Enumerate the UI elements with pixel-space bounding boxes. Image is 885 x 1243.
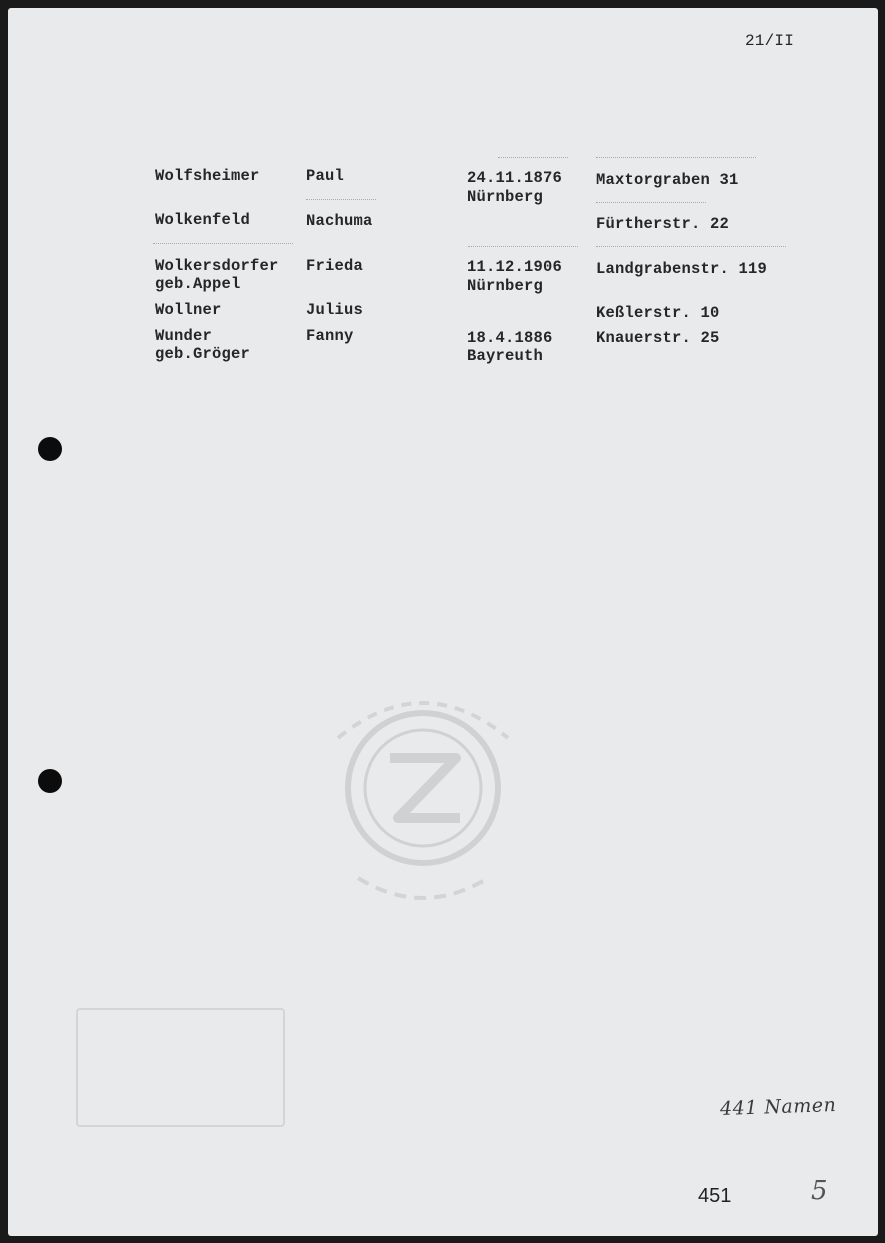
- row-5-surname-line2: geb.Gröger: [155, 345, 251, 363]
- dotted-rule: [596, 246, 786, 247]
- row-5-address: Knauerstr. 25: [596, 329, 720, 347]
- row-1-birth-date: 24.11.1876: [467, 169, 563, 187]
- row-3-surname-line2: geb.Appel: [155, 275, 241, 293]
- page-reference: 21/II: [745, 32, 795, 50]
- row-3-address: Landgrabenstr. 119: [596, 260, 768, 278]
- row-1-address: Maxtorgraben 31: [596, 171, 739, 189]
- row-5-birth-date: 18.4.1886: [467, 329, 553, 347]
- dotted-rule: [596, 202, 706, 203]
- punch-hole-upper: [38, 437, 62, 461]
- row-3-birth-place: Nürnberg: [467, 277, 544, 295]
- faded-stamp-graphic: [298, 678, 548, 928]
- row-5-first-name: Fanny: [306, 327, 354, 345]
- row-1-first-name: Paul: [306, 167, 345, 185]
- punch-hole-lower: [38, 769, 62, 793]
- row-5-birth-place: Bayreuth: [467, 347, 544, 365]
- row-2-first-name: Nachuma: [306, 212, 373, 230]
- row-5-surname: Wunder: [155, 327, 213, 345]
- row-3-birth-date: 11.12.1906: [467, 258, 563, 276]
- dotted-rule: [498, 157, 568, 158]
- row-1-surname: Wolfsheimer: [155, 167, 260, 185]
- row-4-first-name: Julius: [306, 301, 364, 319]
- row-2-address: Fürtherstr. 22: [596, 215, 730, 233]
- row-1-birth-place: Nürnberg: [467, 188, 544, 206]
- dotted-rule: [596, 157, 756, 158]
- row-3-surname: Wolkersdorfer: [155, 257, 279, 275]
- dotted-rule: [153, 243, 293, 244]
- dotted-rule: [468, 246, 578, 247]
- row-2-surname: Wolkenfeld: [155, 211, 251, 229]
- row-4-surname: Wollner: [155, 301, 222, 319]
- document-page: [8, 8, 878, 1236]
- row-3-first-name: Frieda: [306, 257, 364, 275]
- handwritten-note: 441 Namen: [719, 1093, 837, 1121]
- stamped-number: 451: [698, 1185, 732, 1207]
- row-4-address: Keßlerstr. 10: [596, 304, 720, 322]
- faded-rectangular-stamp: [76, 1008, 285, 1127]
- dotted-rule: [306, 199, 376, 200]
- handwritten-count: 5: [811, 1176, 828, 1206]
